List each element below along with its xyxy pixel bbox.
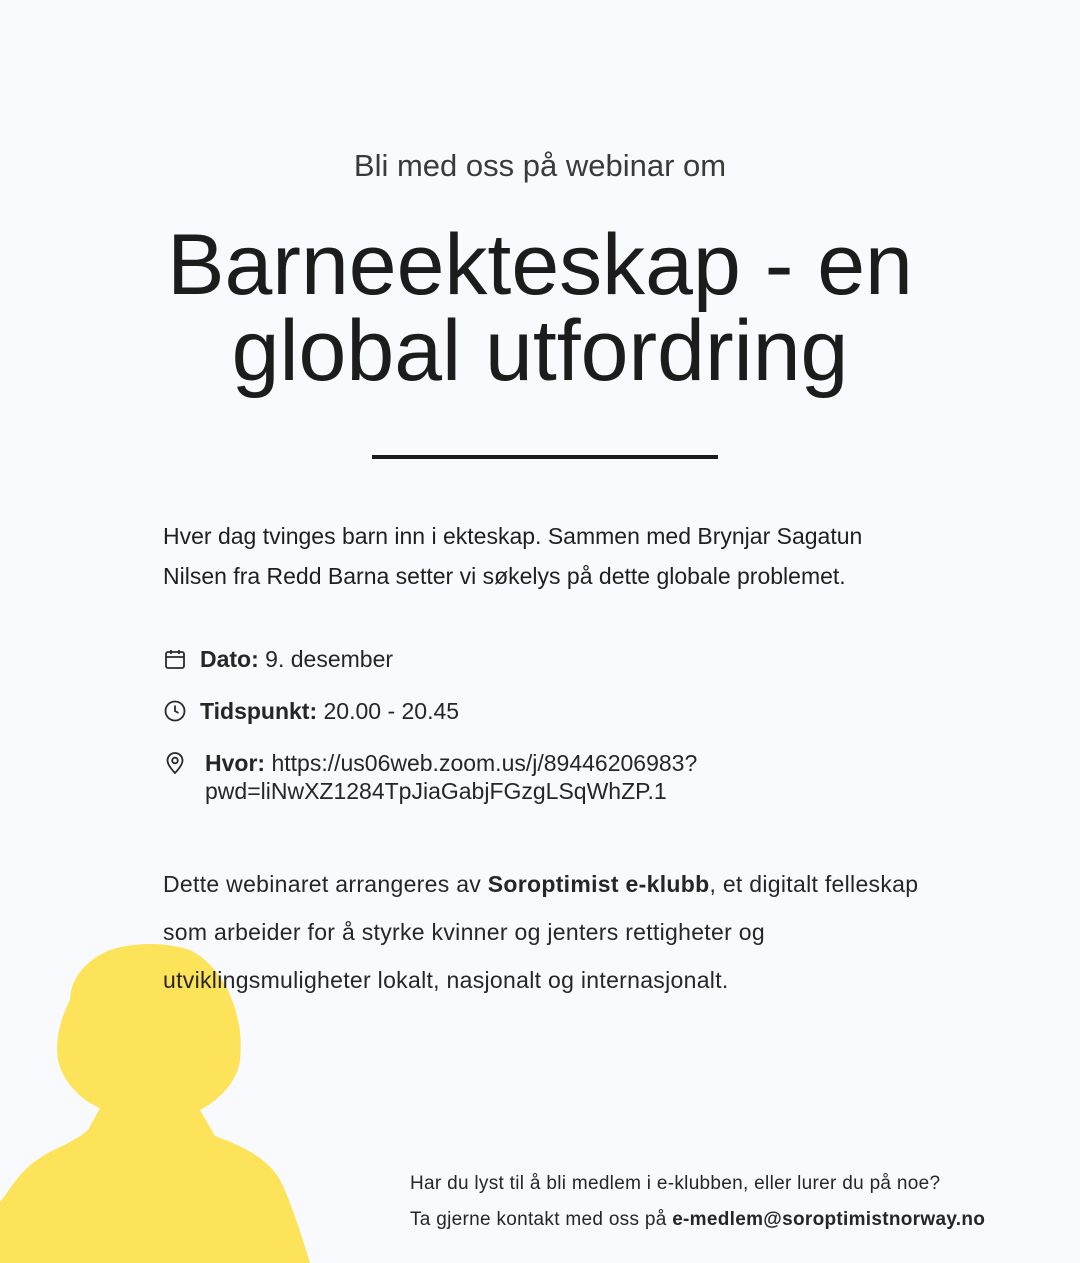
title-line-2: global utfordring [231, 303, 849, 399]
date-detail [163, 645, 393, 673]
organizer-name: Soroptimist e-klubb [487, 871, 710, 897]
date-label: Dato: [200, 646, 259, 672]
clock-icon [163, 699, 187, 723]
title-line-1: Barneekteskap - en [167, 217, 913, 313]
location-pin-icon [163, 751, 187, 775]
organizer-line-2: som arbeider for å styrke kvinner og jenters rettigheter og [163, 919, 765, 945]
organizer-suffix: , et digitalt felleskap [709, 871, 919, 897]
contact-info [410, 1166, 1070, 1238]
location-link-continued[interactable]: pwd=liNwXZ1284TpJiaGabjFGzgLSqWhZP.1 [205, 778, 667, 804]
organizer-paragraph [163, 860, 1033, 1004]
location-detail [163, 749, 803, 805]
title-divider [372, 455, 718, 459]
contact-email[interactable]: e-medlem@soroptimistnorway.no [672, 1209, 986, 1230]
page-title [60, 217, 1020, 399]
kicker-text: Bli med oss på webinar om [353, 148, 727, 183]
date-value: 9. desember [265, 646, 394, 672]
time-label: Tidspunkt: [200, 698, 318, 724]
time-detail [163, 697, 459, 725]
intro-paragraph [163, 516, 983, 596]
organizer-prefix: Dette webinaret arrangeres av [163, 871, 488, 897]
organizer-line-3: utviklingsmuligheter lokalt, nasjonalt og internasjonalt. [163, 967, 729, 993]
location-label: Hvor: [205, 750, 266, 776]
location-link[interactable]: https://us06web.zoom.us/j/89446206983? [271, 750, 698, 776]
intro-line-2: Nilsen fra Redd Barna setter vi søkelys på dette globale problemet. [163, 563, 846, 589]
contact-line-2-prefix: Ta gjerne kontakt med oss på [410, 1209, 673, 1230]
contact-line-1: Har du lyst til å bli medlem i e-klubben, eller lurer du på noe? [410, 1173, 941, 1194]
intro-line-1: Hver dag tvinges barn inn i ekteskap. Sammen med Brynjar Sagatun [163, 523, 863, 549]
calendar-icon [163, 647, 187, 671]
time-value: 20.00 - 20.45 [323, 698, 460, 724]
